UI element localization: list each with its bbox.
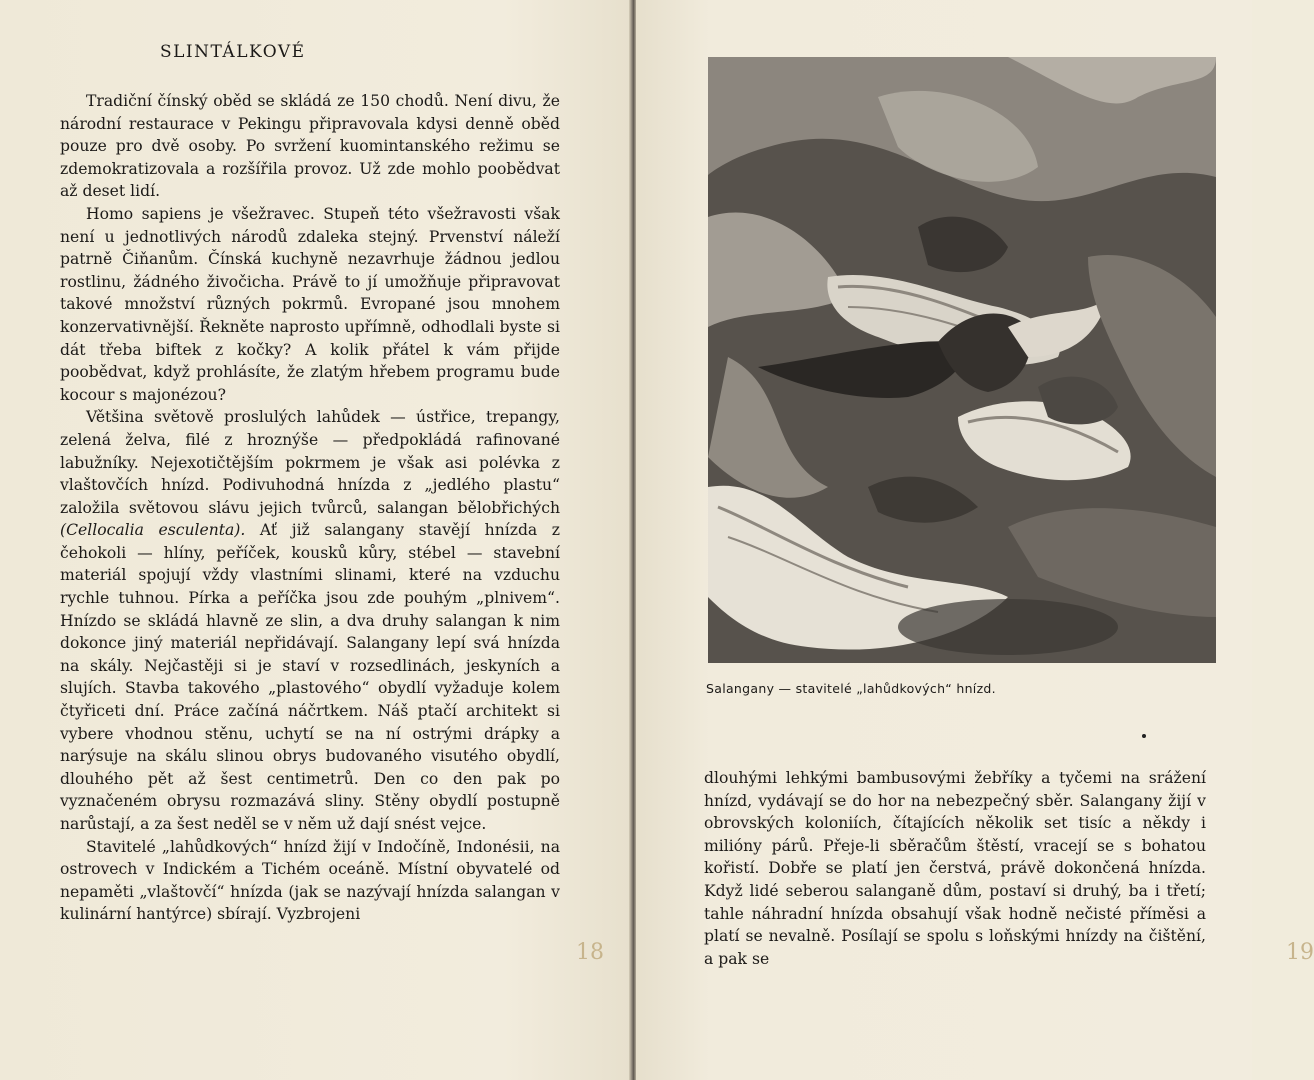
left-page-text: [60, 90, 560, 926]
paragraph-continued: dlouhými lehkými bambusovými žebříky a tyčemi na srážení hnízd, vydávají se do hor na nebezpečný sběr. Salangany žijí v obrovských koloniích, čítajících několik set tisíc a někdy i milióny párů. Přeje-li sběračům štěstí, vracejí se s bohatou kořistí. Dobře se platí jen čerstvá, právě dokončená hnízda. Když lidé seberou salanganě dům, postaví si druhý, ba i třetí; tahle náhradní hnízda obsahují však hodně nečisté příměsi a platí se nevalně. Posílají se spolu s loňskými hnízdy na čištění, a pak se: [704, 769, 1206, 968]
left-page: [0, 0, 630, 1080]
ink-speck: [1142, 734, 1146, 738]
paragraph-3-part-2: Ať již salangany stavějí hnízda z čehokoli — hlíny, peříček, kousků kůry, stébel — stavební materiál spojují vždy vlastními slinami, které na vzduchu rychle tuhnou. Pírka a peříčka jsou zde pouhým „plnivem“. Hnízdo se skládá hlavně ze slin, a dva druhy salangan k nim dokonce jiný materiál nepřidávají. Salangany lepí svá hnízda na skály. Nejčastěji si je staví v rozsedlinách, jeskyních a slujích. Stavba takového „plastového“ obydlí vyžaduje kolem čtyřiceti dní. Práce začíná náčrtkem. Náš ptačí architekt si vybere vhodnou stěnu, uchytí se na ní ostrými drápky a narýsuje na skálu slinou obrys budovaného visutého obydlí, dlouhého pět až šest centimetrů. Den co den pak po vyznačeném obrysu rozmazává sliny. Stěny obydlí postupně narůstají, a za šest neděl se v něm už dají snést vejce.: [60, 521, 560, 833]
page-number-right: 19: [1286, 940, 1314, 965]
paragraph-3-part-1: Většina světově proslulých lahůdek — ústřice, trepangy, zelená želva, filé z hroznýše — předpokládá rafinované labužníky. Nejexotičtějším pokrmem je však asi polévka z vlaštovčích hnízd. Podivuhodná hnízda z „jedlého plastu“ založila světovou slávu jejich tvůrců, salangan bělobřichých: [60, 408, 560, 517]
paragraph-2: Homo sapiens je všežravec. Stupeň této všežravosti však není u jednotlivých národů zdaleka stejný. Prvenství náleží patrně Čiňanům. Čínská kuchyně nezavrhuje žádnou jedlou rostlinu, žádného živočicha. Právě to jí umožňuje připravovat takové množství různých pokrmů. Evropané jsou mnohem konzervativnější. Řekněte naprosto upřímně, odhodlali byste si dát třeba biftek z kočky? A kolik přátel k vám přijde poobědvat, když prohlásíte, že zlatým hřebem programu bude kocour s majonézou?: [60, 204, 560, 404]
right-page-text: [704, 767, 1206, 970]
paragraph-1: Tradiční čínský oběd se skládá ze 150 chodů. Není divu, že národní restaurace v Pekingu připravovala kdysi denně oběd pouze pro dvě osoby. Po svržení kuomintanského režimu se zdemokratizovala a rozšířila provoz. Už zde mohlo poobědvat až deset lidí.: [60, 92, 560, 201]
latin-species-name: (Cellocalia esculenta).: [60, 521, 246, 540]
figure-caption: Salangany — stavitelé „lahůdkových“ hnízd.: [706, 681, 996, 696]
paragraph-3: [60, 406, 560, 835]
paragraph-4: Stavitelé „lahůdkových“ hnízd žijí v Indočíně, Indonésii, na ostrovech v Indickém a Tichém oceáně. Místní obyvatelé od nepaměti „vlaštovčí“ hnízda (jak se nazývají hnízda salangan v kulinární hantýrce) sbírají. Vyzbrojeni: [60, 837, 560, 924]
chapter-heading: SLINTÁLKOVÉ: [160, 42, 306, 62]
page-number-left: 18: [576, 940, 604, 965]
swiftlet-nest-illustration: [708, 57, 1216, 663]
